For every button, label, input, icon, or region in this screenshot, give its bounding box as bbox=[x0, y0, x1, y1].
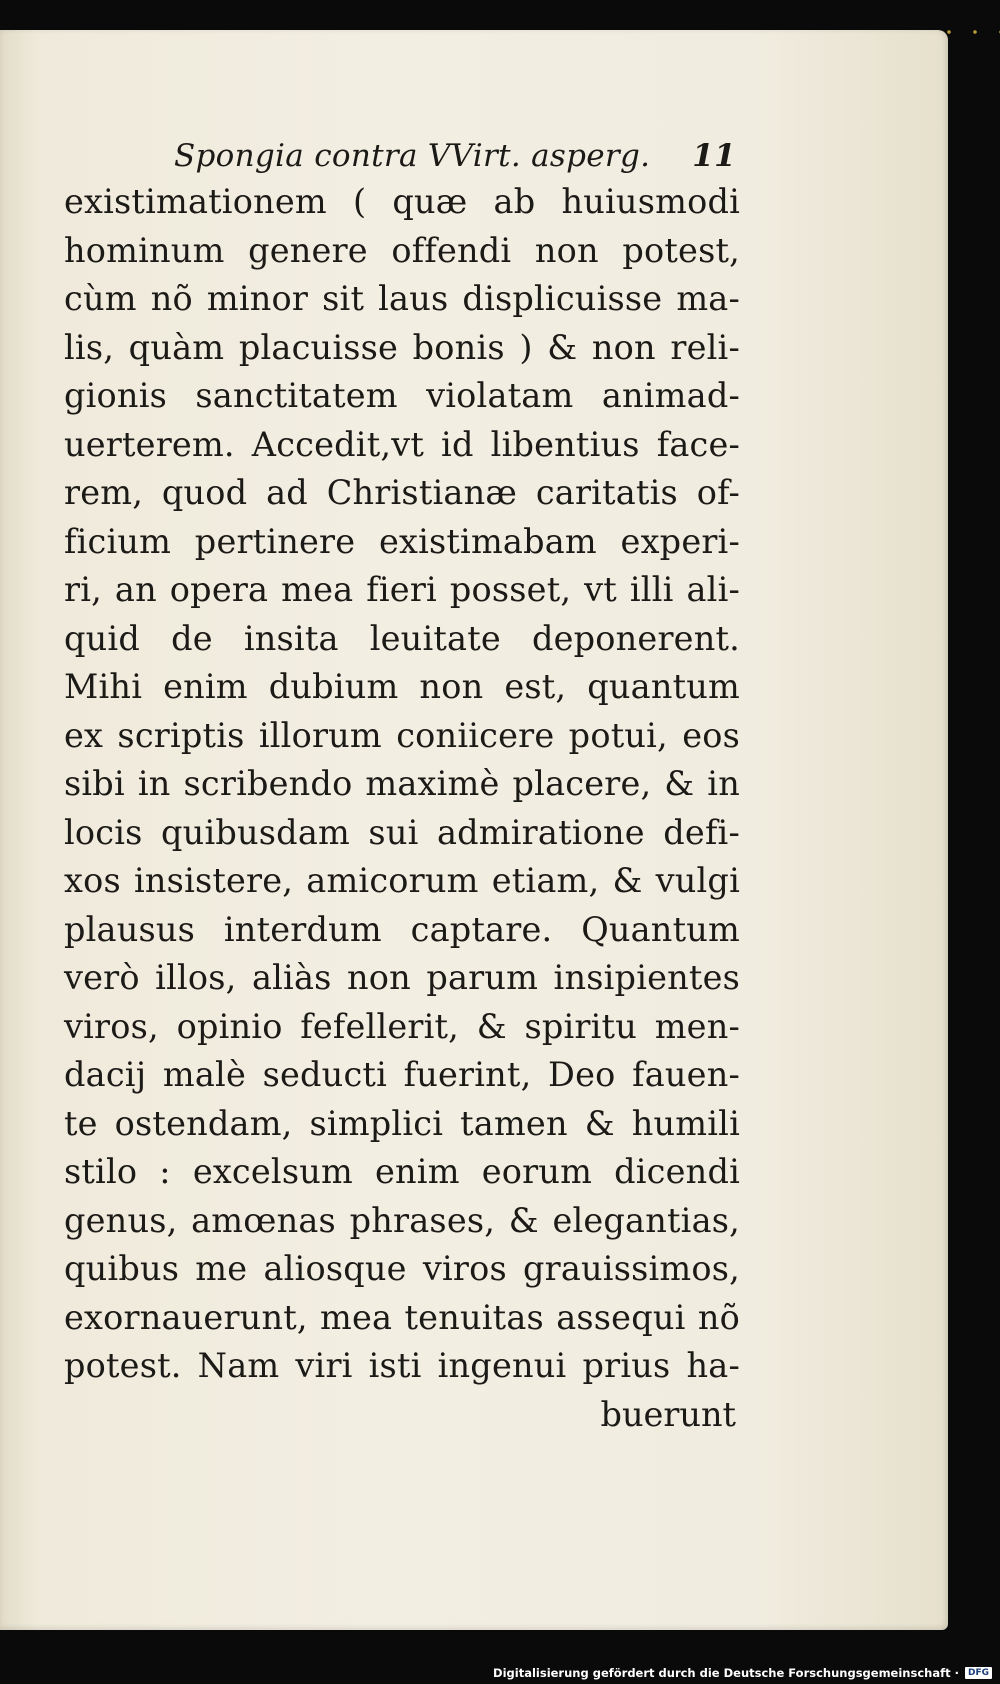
text-line: ex scriptis illorum coniicere potui, eos bbox=[64, 715, 740, 755]
text-line: stilo : excelsum enim eorum dicendi bbox=[64, 1152, 740, 1191]
text-block bbox=[64, 134, 740, 1439]
text-line: ficium pertinere existimabam experi- bbox=[64, 521, 740, 561]
text-line: quid de insita leuitate deponerent. bbox=[64, 618, 740, 658]
text-line: exornauerunt, mea tenuitas assequi nõ bbox=[64, 1297, 740, 1337]
running-header bbox=[64, 134, 740, 178]
text-line: hominum genere offendi non potest, bbox=[64, 230, 740, 270]
text-line: uerterem. Accedit,vt id libentius face- bbox=[64, 424, 740, 464]
text-line: rem, quod ad Christianæ caritatis of- bbox=[64, 473, 740, 512]
text-line: gionis sanctitatem violatam animad- bbox=[64, 376, 740, 415]
text-line: Mihi enim dubium non est, quantum bbox=[64, 667, 740, 706]
text-line: lis, quàm placuisse bonis ) & non reli- bbox=[64, 327, 740, 367]
text-line: sibi in scribendo maximè placere, & in bbox=[64, 764, 740, 803]
text-line: genus, amœnas phrases, & elegantias, bbox=[64, 1200, 740, 1240]
credit-text: Digitalisierung gefördert durch die Deutsche Forschungsgemeinschaft · bbox=[493, 1666, 959, 1680]
text-line: verò illos, aliàs non parum insipientes bbox=[64, 958, 740, 997]
catchword: buerunt bbox=[600, 1394, 736, 1434]
dfg-logo-icon: DFG bbox=[965, 1667, 992, 1679]
text-line: locis quibusdam sui admiratione defi- bbox=[64, 812, 740, 852]
text-line: cùm nõ minor sit laus displicuisse ma- bbox=[64, 279, 740, 318]
page-number: 11 bbox=[692, 138, 736, 174]
text-line: quibus me aliosque viros grauissimos, bbox=[64, 1249, 740, 1288]
text-line: ri, an opera mea fieri posset, vt illi ali- bbox=[64, 570, 740, 609]
body-text bbox=[64, 178, 740, 1391]
text-line: te ostendam, simplici tamen & humili bbox=[64, 1103, 740, 1143]
running-head-title: Spongia contra VVirt. asperg. bbox=[174, 138, 651, 174]
text-line: dacij malè seducti fuerint, Deo fauen- bbox=[64, 1055, 740, 1094]
text-line: viros, opinio fefellerit, & spiritu men- bbox=[64, 1006, 740, 1046]
text-line: existimationem ( quæ ab huiusmodi bbox=[64, 182, 740, 221]
text-line: plausus interdum captare. Quantum bbox=[64, 909, 740, 949]
digitization-credit bbox=[493, 1666, 992, 1680]
book-page bbox=[0, 30, 948, 1630]
text-line: xos insistere, amicorum etiam, & vulgi bbox=[64, 861, 740, 900]
text-line: potest. Nam viri isti ingenui prius ha- bbox=[64, 1346, 740, 1385]
